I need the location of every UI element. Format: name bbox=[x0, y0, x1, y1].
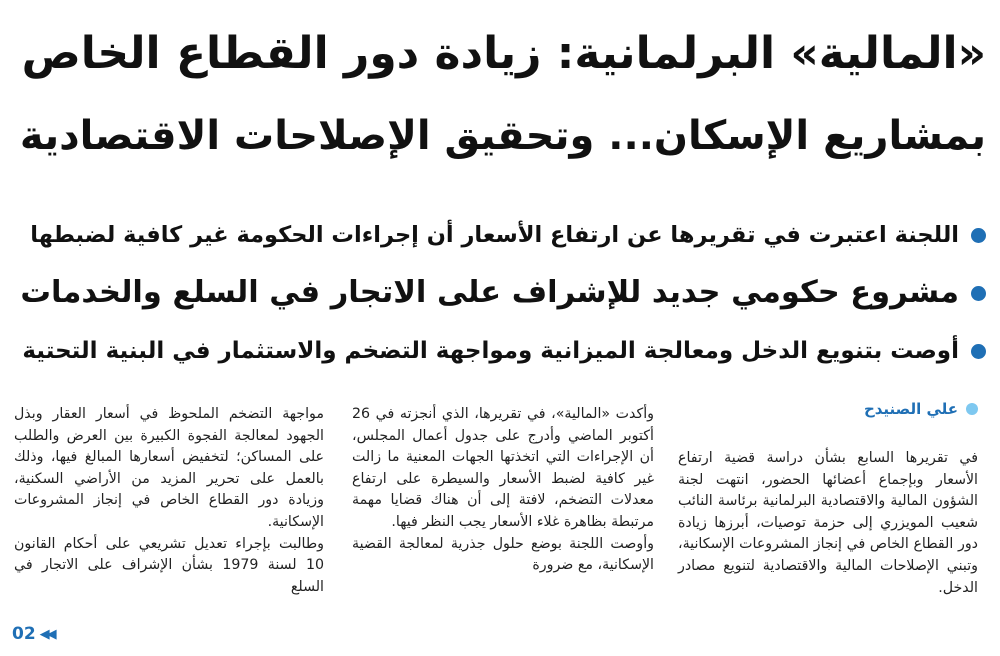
summary-bullet bbox=[14, 206, 986, 264]
headline-line-1: «المالية» البرلمانية: زيادة دور القطاع الخاص bbox=[21, 28, 986, 79]
headline-line-2: بمشاريع الإسكان... وتحقيق الإصلاحات الاقتصادية bbox=[19, 113, 986, 159]
double-chevron-left-icon: ◀◀ bbox=[39, 626, 54, 642]
byline-dot-icon bbox=[966, 403, 978, 415]
article-column-left bbox=[14, 404, 324, 598]
column-paragraph: مواجهة التضخم الملحوظ في أسعار العقار وبذل الجهود لمعالجة الفجوة الكبيرة بين العرض والطلب على المساكن؛ لتخفيض أسعارها المبالغ فيها، وذلك بالعمل على تحرير المزيد من الأراضي السكنية، وزيادة دور القطاع الخاص في إنجاز المشروعات الإسكانية. bbox=[14, 406, 324, 530]
summary-bullet-text: اللجنة اعتبرت في تقريرها عن ارتفاع الأسعار أن إجراءات الحكومة غير كافية لضبطها bbox=[30, 222, 959, 248]
summary-bullet bbox=[14, 322, 986, 380]
column-paragraph: وأوصت اللجنة بوضع حلول جذرية لمعالجة القضية الإسكانية، مع ضرورة bbox=[352, 535, 654, 574]
author-byline bbox=[864, 400, 978, 418]
bullet-dot-icon bbox=[971, 228, 986, 243]
summary-bullet-text: أوصت بتنويع الدخل ومعالجة الميزانية ومواجهة التضخم والاستثمار في البنية التحتية bbox=[22, 338, 959, 364]
bullet-dot-icon bbox=[971, 286, 986, 301]
summary-bullet-text: مشروع حكومي جديد للإشراف على الاتجار في السلع والخدمات bbox=[20, 275, 959, 310]
continued-page-marker bbox=[12, 624, 60, 644]
column-paragraph: وأكدت «المالية»، في تقريرها، الذي أنجزته في 26 أكتوبر الماضي وأدرج على جدول أعمال المجلس، أن الإجراءات التي اتخذتها الجهات المعنية ما زالت غير كافية لضبط الأسعار والسيطرة على ارتفاع معدلات التضخم، لافتة إلى أن هناك قضايا مهمة مرتبطة بظاهرة غلاء الأسعار يجب النظر فيها. bbox=[352, 406, 654, 530]
page-number: 02 bbox=[12, 624, 36, 644]
article-column-middle bbox=[352, 404, 654, 577]
column-paragraph: في تقريرها السابع بشأن دراسة قضية ارتفاع الأسعار وبإجماع أعضائها الحضور، انتهت لجنة الشؤون المالية والاقتصادية البرلمانية برئاسة النائب شعيب المويزري إلى حزمة توصيات، أبرزها زيادة دور القطاع الخاص في إنجاز المشروعات الإسكانية، وتبني الإصلاحات المالية والاقتصادية لتنويع مصادر الدخل. bbox=[678, 450, 978, 596]
column-paragraph: وطالبت بإجراء تعديل تشريعي على أحكام القانون 10 لسنة 1979 بشأن الإشراف على الاتجار في السلع bbox=[14, 535, 325, 595]
summary-bullet bbox=[14, 264, 986, 322]
article-column-right bbox=[678, 448, 978, 599]
author-name: علي الصنيدح bbox=[863, 400, 958, 418]
bullet-dot-icon bbox=[971, 344, 986, 359]
summary-bullets bbox=[14, 206, 986, 380]
